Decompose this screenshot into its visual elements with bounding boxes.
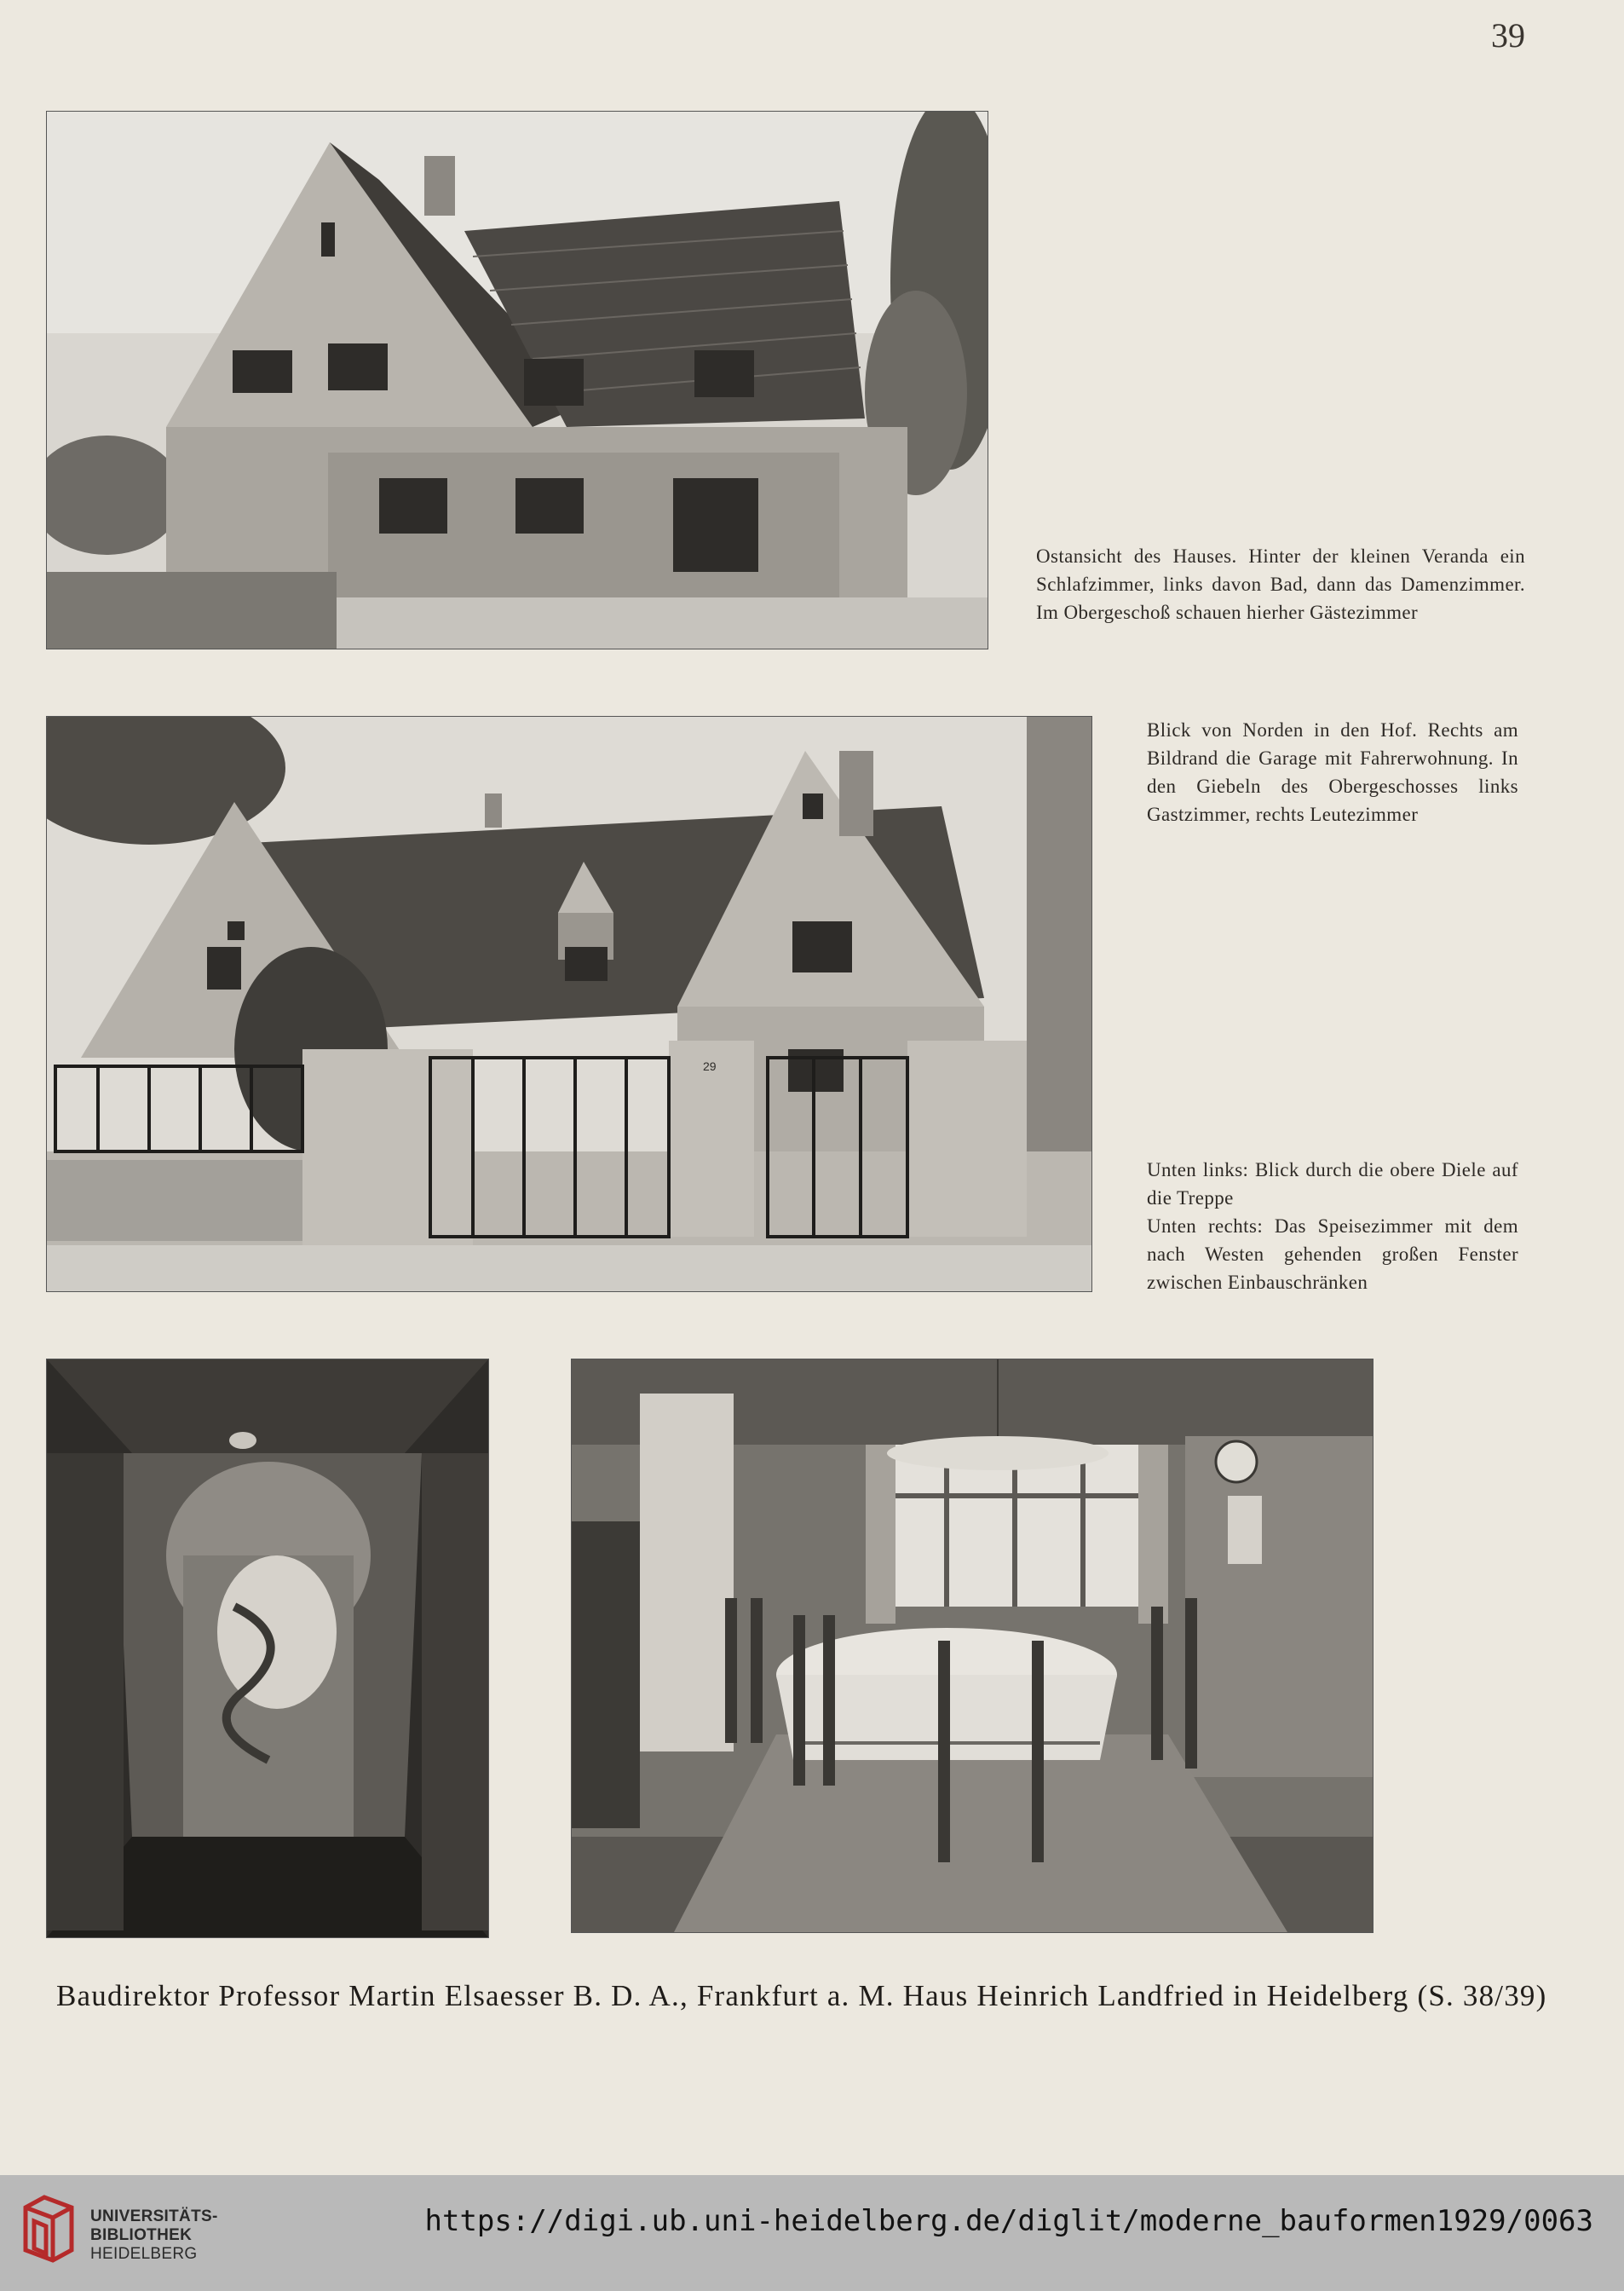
- hallway-illustration: [47, 1359, 488, 1937]
- caption-north-view-text: Blick von Norden in den Hof. Rechts am Bildrand die Garage mit Fahrerwohnung. In den Giebeln des Obergeschosses links Gastzimmer, rechts Leutezimmer: [1147, 719, 1518, 825]
- house-east-illustration: [47, 112, 988, 649]
- house-north-illustration: [47, 717, 1091, 1291]
- library-name-line2: BIBLIOTHEK: [90, 2226, 193, 2244]
- document-url-link[interactable]: https://digi.ub.uni-heidelberg.de/diglit/moderne_bauformen1929/0063: [424, 2204, 1593, 2238]
- photo-dining-room: [571, 1359, 1373, 1933]
- library-name-line3: HEIDELBERG: [90, 2245, 198, 2263]
- caption-east-view-text: Ostansicht des Hauses. Hinter der kleinen Veranda ein Schlafzimmer, links davon Bad, dann das Damenzimmer. Im Obergeschoß schauen hierher Gästezimmer: [1036, 545, 1525, 623]
- library-name: [90, 2207, 218, 2264]
- page-number: 39: [1491, 16, 1525, 55]
- credit-line: Baudirektor Professor Martin Elsaesser B. D. A., Frankfurt a. M. Haus Heinrich Landfried in Heidelberg (S. 38/39): [56, 1979, 1547, 2012]
- house-number: 29: [703, 1059, 717, 1073]
- library-logo-icon[interactable]: [19, 2190, 78, 2276]
- caption-east-view: [1036, 542, 1525, 626]
- caption-bottom: [1147, 1156, 1518, 1296]
- library-logo-mark: [19, 2190, 78, 2276]
- caption-north-view: [1147, 716, 1518, 828]
- library-name-line1: UNIVERSITÄTS-: [90, 2207, 218, 2225]
- caption-bottom-left-text: Unten links: Blick durch die obere Diele auf die Treppe: [1147, 1159, 1518, 1209]
- dining-room-illustration: [572, 1359, 1373, 1932]
- caption-bottom-right-text: Unten rechts: Das Speisezimmer mit dem nach Westen gehenden großen Fenster zwischen Einbauschränken: [1147, 1215, 1518, 1293]
- footer-bar: [0, 2175, 1624, 2291]
- photo-north-view: [46, 716, 1092, 1292]
- photo-hallway-stairs: [46, 1359, 489, 1938]
- photo-east-view: [46, 111, 988, 649]
